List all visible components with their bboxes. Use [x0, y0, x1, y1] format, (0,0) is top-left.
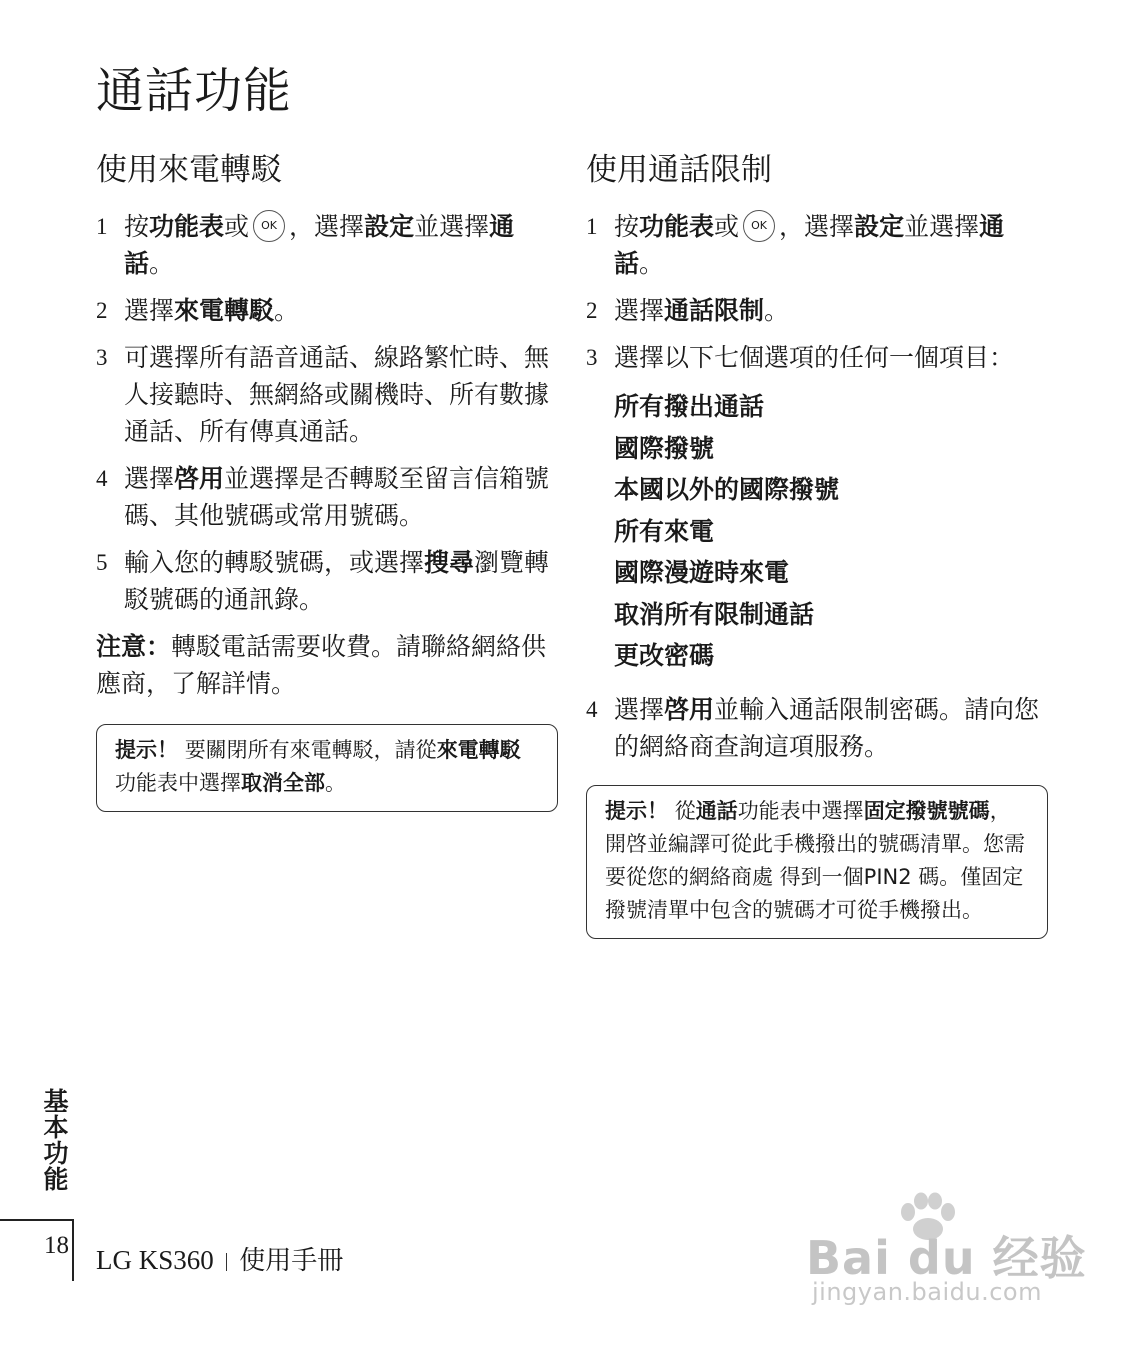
side-divider [0, 1219, 72, 1221]
step-number: 3 [586, 345, 598, 370]
option-list [614, 386, 1048, 677]
ok-key-icon: OK [743, 210, 775, 242]
note-label: 注意： [96, 632, 172, 661]
step-text: 選擇啓用並選擇是否轉駁至留言信箱號碼、其他號碼或常用號碼。 [124, 464, 550, 530]
tip-box: 提示！ 從通話功能表中選擇固定撥號號碼，開啓並編譯可從此手機撥出的號碼清單。您需要從您的網絡商處 得到一個PIN2 碼。僅固定撥號清單中包含的號碼才可從手機撥出。 [586, 785, 1048, 939]
step-list-continued [586, 691, 1048, 765]
step-5 [96, 544, 558, 618]
step-text: 按功能表或 OK ，選擇設定並選擇通話。 [124, 212, 515, 278]
footer-separator [226, 1253, 228, 1271]
step-text: 輸入您的轉駁號碼，或選擇搜尋瀏覽轉駁號碼的通訊錄。 [124, 548, 550, 614]
step-number: 5 [96, 550, 108, 575]
note [96, 628, 558, 702]
step-number: 4 [96, 466, 108, 491]
step-number: 2 [586, 298, 598, 323]
note-text: 轉駁電話需要收費。請聯絡網絡供應商，了解詳情。 [96, 632, 547, 698]
step-number: 1 [96, 214, 108, 239]
step-3 [586, 339, 1048, 376]
call-barring-section [586, 150, 1048, 939]
step-number: 2 [96, 298, 108, 323]
baidu-watermark [806, 1192, 1087, 1308]
step-number: 3 [96, 345, 108, 370]
option-item: 國際撥號 [614, 433, 715, 463]
step-text: 選擇啓用並輸入通話限制密碼。請向您的網絡商查詢這項服務。 [614, 694, 1040, 761]
step-text: 選擇通話限制。 [614, 296, 790, 325]
step-1 [586, 208, 1048, 282]
footer-manual: 使用手冊 [239, 1246, 344, 1276]
step-text: 選擇來電轉駁。 [124, 296, 300, 325]
tip-label: 提示！ [605, 798, 668, 823]
option-item: 取消所有限制通話 [614, 599, 815, 629]
footer-model: LG KS360 [96, 1245, 214, 1275]
option-item: 更改密碼 [614, 641, 715, 670]
chapter-side-label: 基本功能 [40, 1088, 69, 1192]
side-divider-vertical [72, 1219, 74, 1281]
step-text: 可選擇所有語音通話、線路繁忙時、無人接聽時、無網絡或關機時、所有數據通話、所有傳真通話。 [124, 343, 550, 446]
step-list [96, 208, 558, 618]
option-item: 所有來電 [614, 516, 715, 546]
step-4 [586, 691, 1048, 765]
option-item: 所有撥出通話 [614, 392, 765, 421]
section-title: 使用來電轉駁 [96, 152, 282, 188]
footer [96, 1240, 343, 1277]
ok-key-icon: OK [253, 210, 285, 242]
watermark-brand: Bai du 经验 [806, 1231, 1087, 1285]
section-title: 使用通話限制 [586, 152, 772, 188]
option-item: 本國以外的國際撥號 [614, 475, 840, 504]
tip-box: 提示！ 要關閉所有來電轉駁，請從來電轉駁功能表中選擇取消全部。 [96, 724, 558, 812]
step-2 [96, 292, 558, 329]
step-number: 4 [586, 696, 598, 722]
option-item: 國際漫遊時來電 [614, 558, 790, 587]
tip-label: 提示！ [115, 738, 178, 762]
page-title: 通話功能 [96, 63, 293, 119]
step-1 [96, 208, 558, 282]
step-3 [96, 339, 558, 450]
step-text: 選擇以下七個選項的任何一個項目： [614, 343, 1015, 372]
step-list [586, 208, 1048, 376]
page-number: 18 [44, 1232, 69, 1259]
call-divert-section [96, 150, 558, 812]
step-number: 1 [586, 214, 598, 239]
watermark-url: jingyan.baidu.com [812, 1278, 1042, 1306]
step-4 [96, 460, 558, 534]
step-2 [586, 292, 1048, 329]
step-text: 按功能表或 OK ，選擇設定並選擇通話。 [614, 212, 1005, 278]
